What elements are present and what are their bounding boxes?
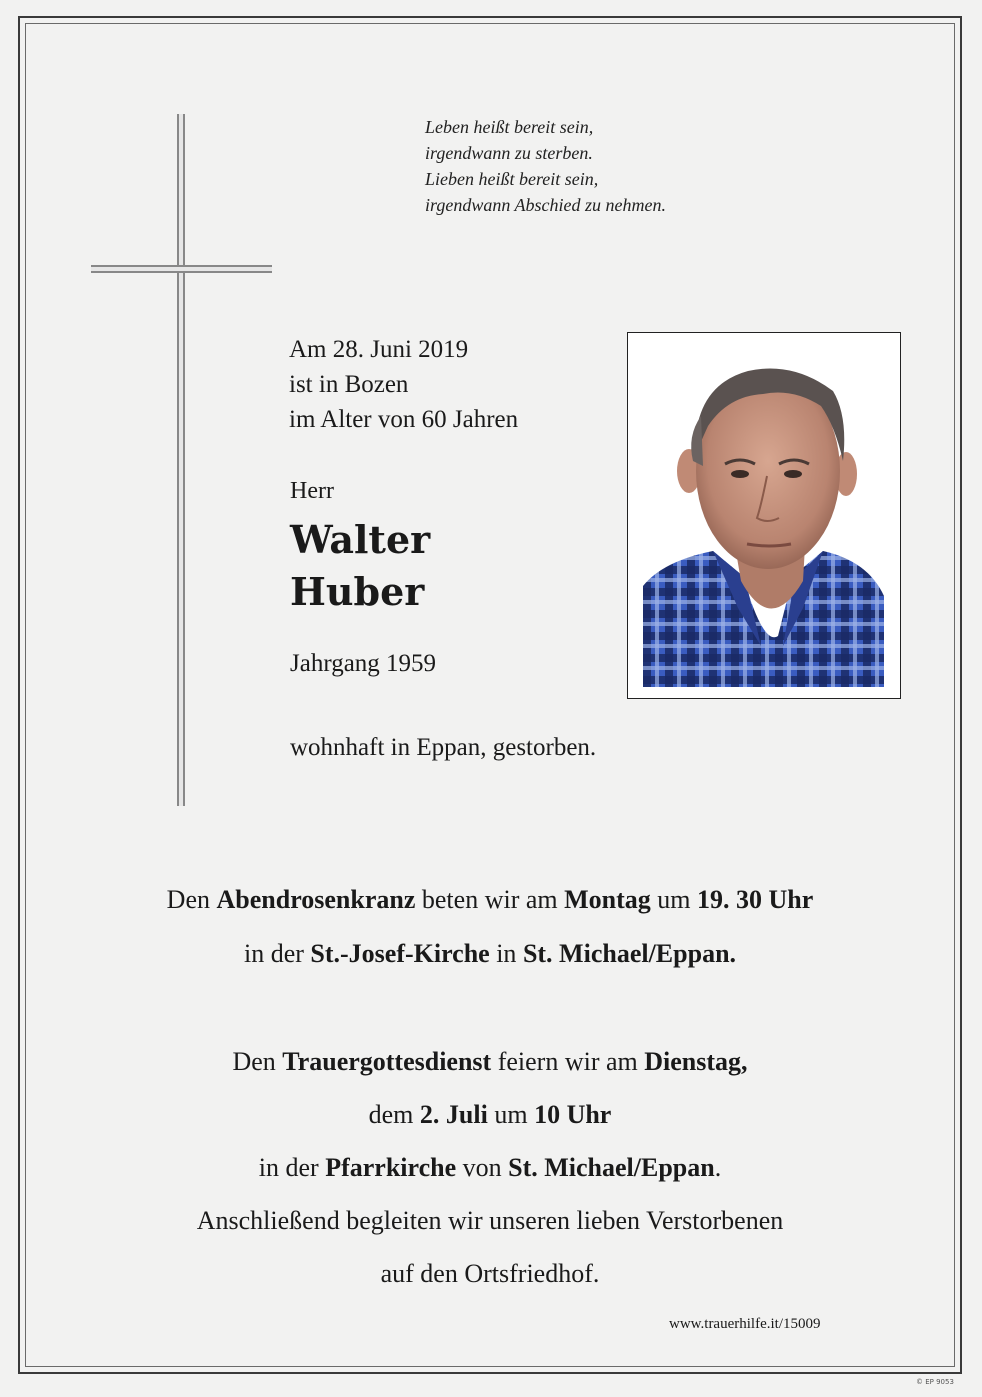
salutation: Herr [290, 478, 334, 504]
text: dem [368, 1100, 420, 1129]
intro-line: Am 28. Juni 2019 [289, 336, 469, 363]
last-name: Huber [290, 569, 425, 614]
text: um [650, 885, 698, 914]
event-day: Montag [564, 885, 651, 914]
website-url[interactable]: www.trauerhilfe.it/15009 [669, 1316, 821, 1332]
text: Den [166, 885, 217, 914]
rosary-line-2 [60, 939, 920, 969]
poem [425, 114, 666, 218]
text: in der [243, 939, 311, 968]
text: um [487, 1100, 535, 1129]
event-name: Abendrosenkranz [216, 885, 416, 914]
church-name: St.-Josef-Kirche [310, 939, 490, 968]
intro-line: im Alter von 60 Jahren [289, 406, 519, 433]
residence-line: wohnhaft in Eppan, gestorben. [290, 734, 597, 761]
event-name: Trauergottesdienst [282, 1047, 492, 1076]
place-name: St. Michael/Eppan [508, 1153, 715, 1182]
event-date: 2. Juli [419, 1100, 488, 1129]
text: beten wir am [415, 885, 565, 914]
portrait-illustration [643, 346, 884, 687]
birth-year: Jahrgang 1959 [290, 650, 437, 677]
event-time: 19. 30 Uhr [697, 885, 814, 914]
funeral-line-3 [60, 1153, 920, 1183]
event-day: Dienstag, [644, 1047, 748, 1076]
first-name: Walter [290, 517, 431, 562]
poem-line: irgendwann zu sterben. [425, 143, 593, 163]
text: . [714, 1153, 722, 1182]
text: feiern wir am [491, 1047, 645, 1076]
event-time: 10 Uhr [534, 1100, 612, 1129]
cross-vertical-bar [177, 114, 185, 806]
cross-horizontal-bar [91, 265, 272, 273]
intro-line: ist in Bozen [289, 371, 409, 398]
poem-line: Lieben heißt bereit sein, [425, 169, 599, 189]
text: in der [258, 1153, 326, 1182]
poem-line: irgendwann Abschied zu nehmen. [425, 195, 666, 215]
portrait-photo [643, 346, 884, 687]
text: Den [232, 1047, 283, 1076]
print-code: © EP 9053 [916, 1378, 954, 1386]
funeral-line-4: Anschließend begleiten wir unseren lieben Verstorbenen [196, 1206, 784, 1235]
death-notice-intro [289, 332, 518, 437]
funeral-line-2 [60, 1100, 920, 1130]
deceased-name [290, 514, 430, 618]
church-name: Pfarrkirche [325, 1153, 457, 1182]
poem-line: Leben heißt bereit sein, [425, 117, 594, 137]
funeral-line-1 [60, 1047, 920, 1077]
text: von [456, 1153, 509, 1182]
text: in [489, 939, 523, 968]
funeral-line-5: auf den Ortsfriedhof. [380, 1259, 600, 1288]
rosary-line-1 [60, 885, 920, 915]
place-name: St. Michael/Eppan. [522, 939, 737, 968]
